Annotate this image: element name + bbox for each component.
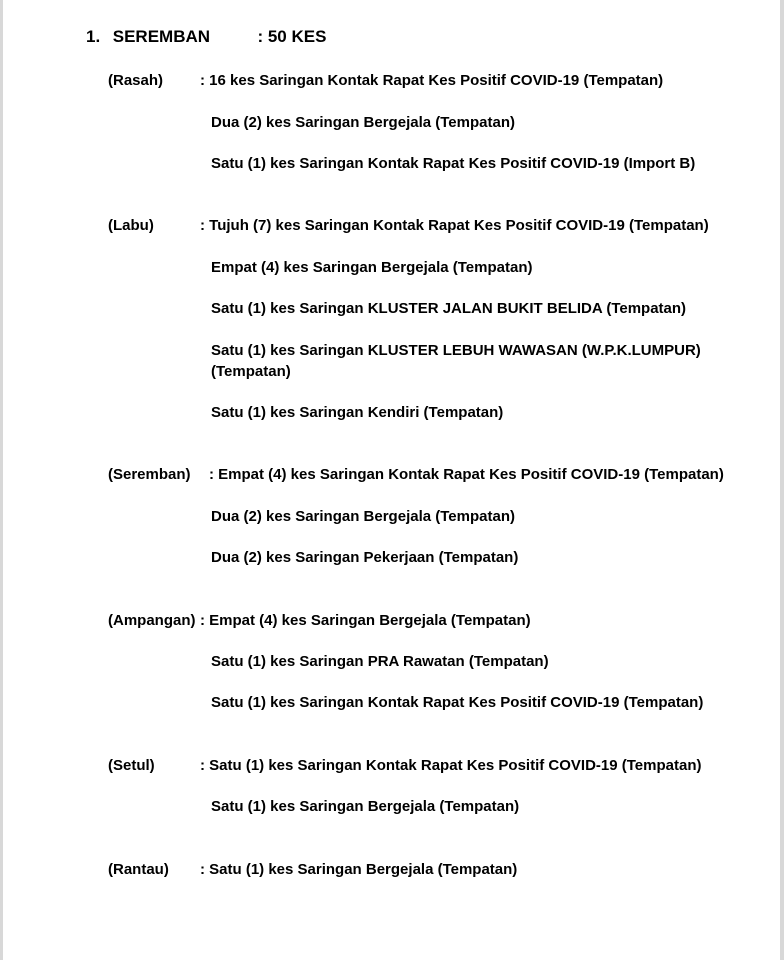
heading-district: SEREMBAN xyxy=(112,27,211,46)
case-line: Satu (1) kes Saringan KLUSTER LEBUH WAWASAN (W.P.K.LUMPUR) xyxy=(211,342,701,359)
case-line: Dua (2) kes Saringan Pekerjaan (Tempatan) xyxy=(211,549,519,566)
heading-total: : 50 KES xyxy=(257,27,327,46)
case-line-continuation: (Tempatan) xyxy=(211,363,291,380)
case-line: Satu (1) kes Saringan Kendiri (Tempatan) xyxy=(211,404,504,421)
case-line: Satu (1) kes Saringan PRA Rawatan (Tempatan) xyxy=(211,653,549,670)
case-line: : Satu (1) kes Saringan Kontak Rapat Kes Positif COVID-19 (Tempatan) xyxy=(200,757,702,774)
case-line: : Empat (4) kes Saringan Bergejala (Tempatan) xyxy=(200,612,531,629)
case-line: : Satu (1) kes Saringan Bergejala (Tempatan) xyxy=(200,861,518,878)
area-label-labu: (Labu) xyxy=(108,217,154,234)
district-heading xyxy=(86,27,326,47)
area-label-rantau: (Rantau) xyxy=(108,861,169,878)
case-line: : Tujuh (7) kes Saringan Kontak Rapat Kes Positif COVID-19 (Tempatan) xyxy=(200,217,709,234)
case-line: Dua (2) kes Saringan Bergejala (Tempatan) xyxy=(211,114,515,131)
case-line: Satu (1) kes Saringan Kontak Rapat Kes Positif COVID-19 (Import B) xyxy=(211,155,696,172)
area-label-seremban: (Seremban) xyxy=(108,466,191,483)
heading-number: 1. xyxy=(86,27,101,46)
case-line: Dua (2) kes Saringan Bergejala (Tempatan) xyxy=(211,508,515,525)
case-line: : 16 kes Saringan Kontak Rapat Kes Positif COVID-19 (Tempatan) xyxy=(200,72,664,89)
case-line: : Empat (4) kes Saringan Kontak Rapat Kes Positif COVID-19 (Tempatan) xyxy=(209,466,724,483)
case-line: Satu (1) kes Saringan KLUSTER JALAN BUKIT BELIDA (Tempatan) xyxy=(211,300,687,317)
case-line: Satu (1) kes Saringan Kontak Rapat Kes Positif COVID-19 (Tempatan) xyxy=(211,694,704,711)
area-label-ampangan: (Ampangan) xyxy=(108,612,196,629)
case-line: Satu (1) kes Saringan Bergejala (Tempatan) xyxy=(211,798,520,815)
area-label-setul: (Setul) xyxy=(108,757,155,774)
area-label-rasah: (Rasah) xyxy=(108,72,164,89)
case-line: Empat (4) kes Saringan Bergejala (Tempatan) xyxy=(211,259,533,276)
